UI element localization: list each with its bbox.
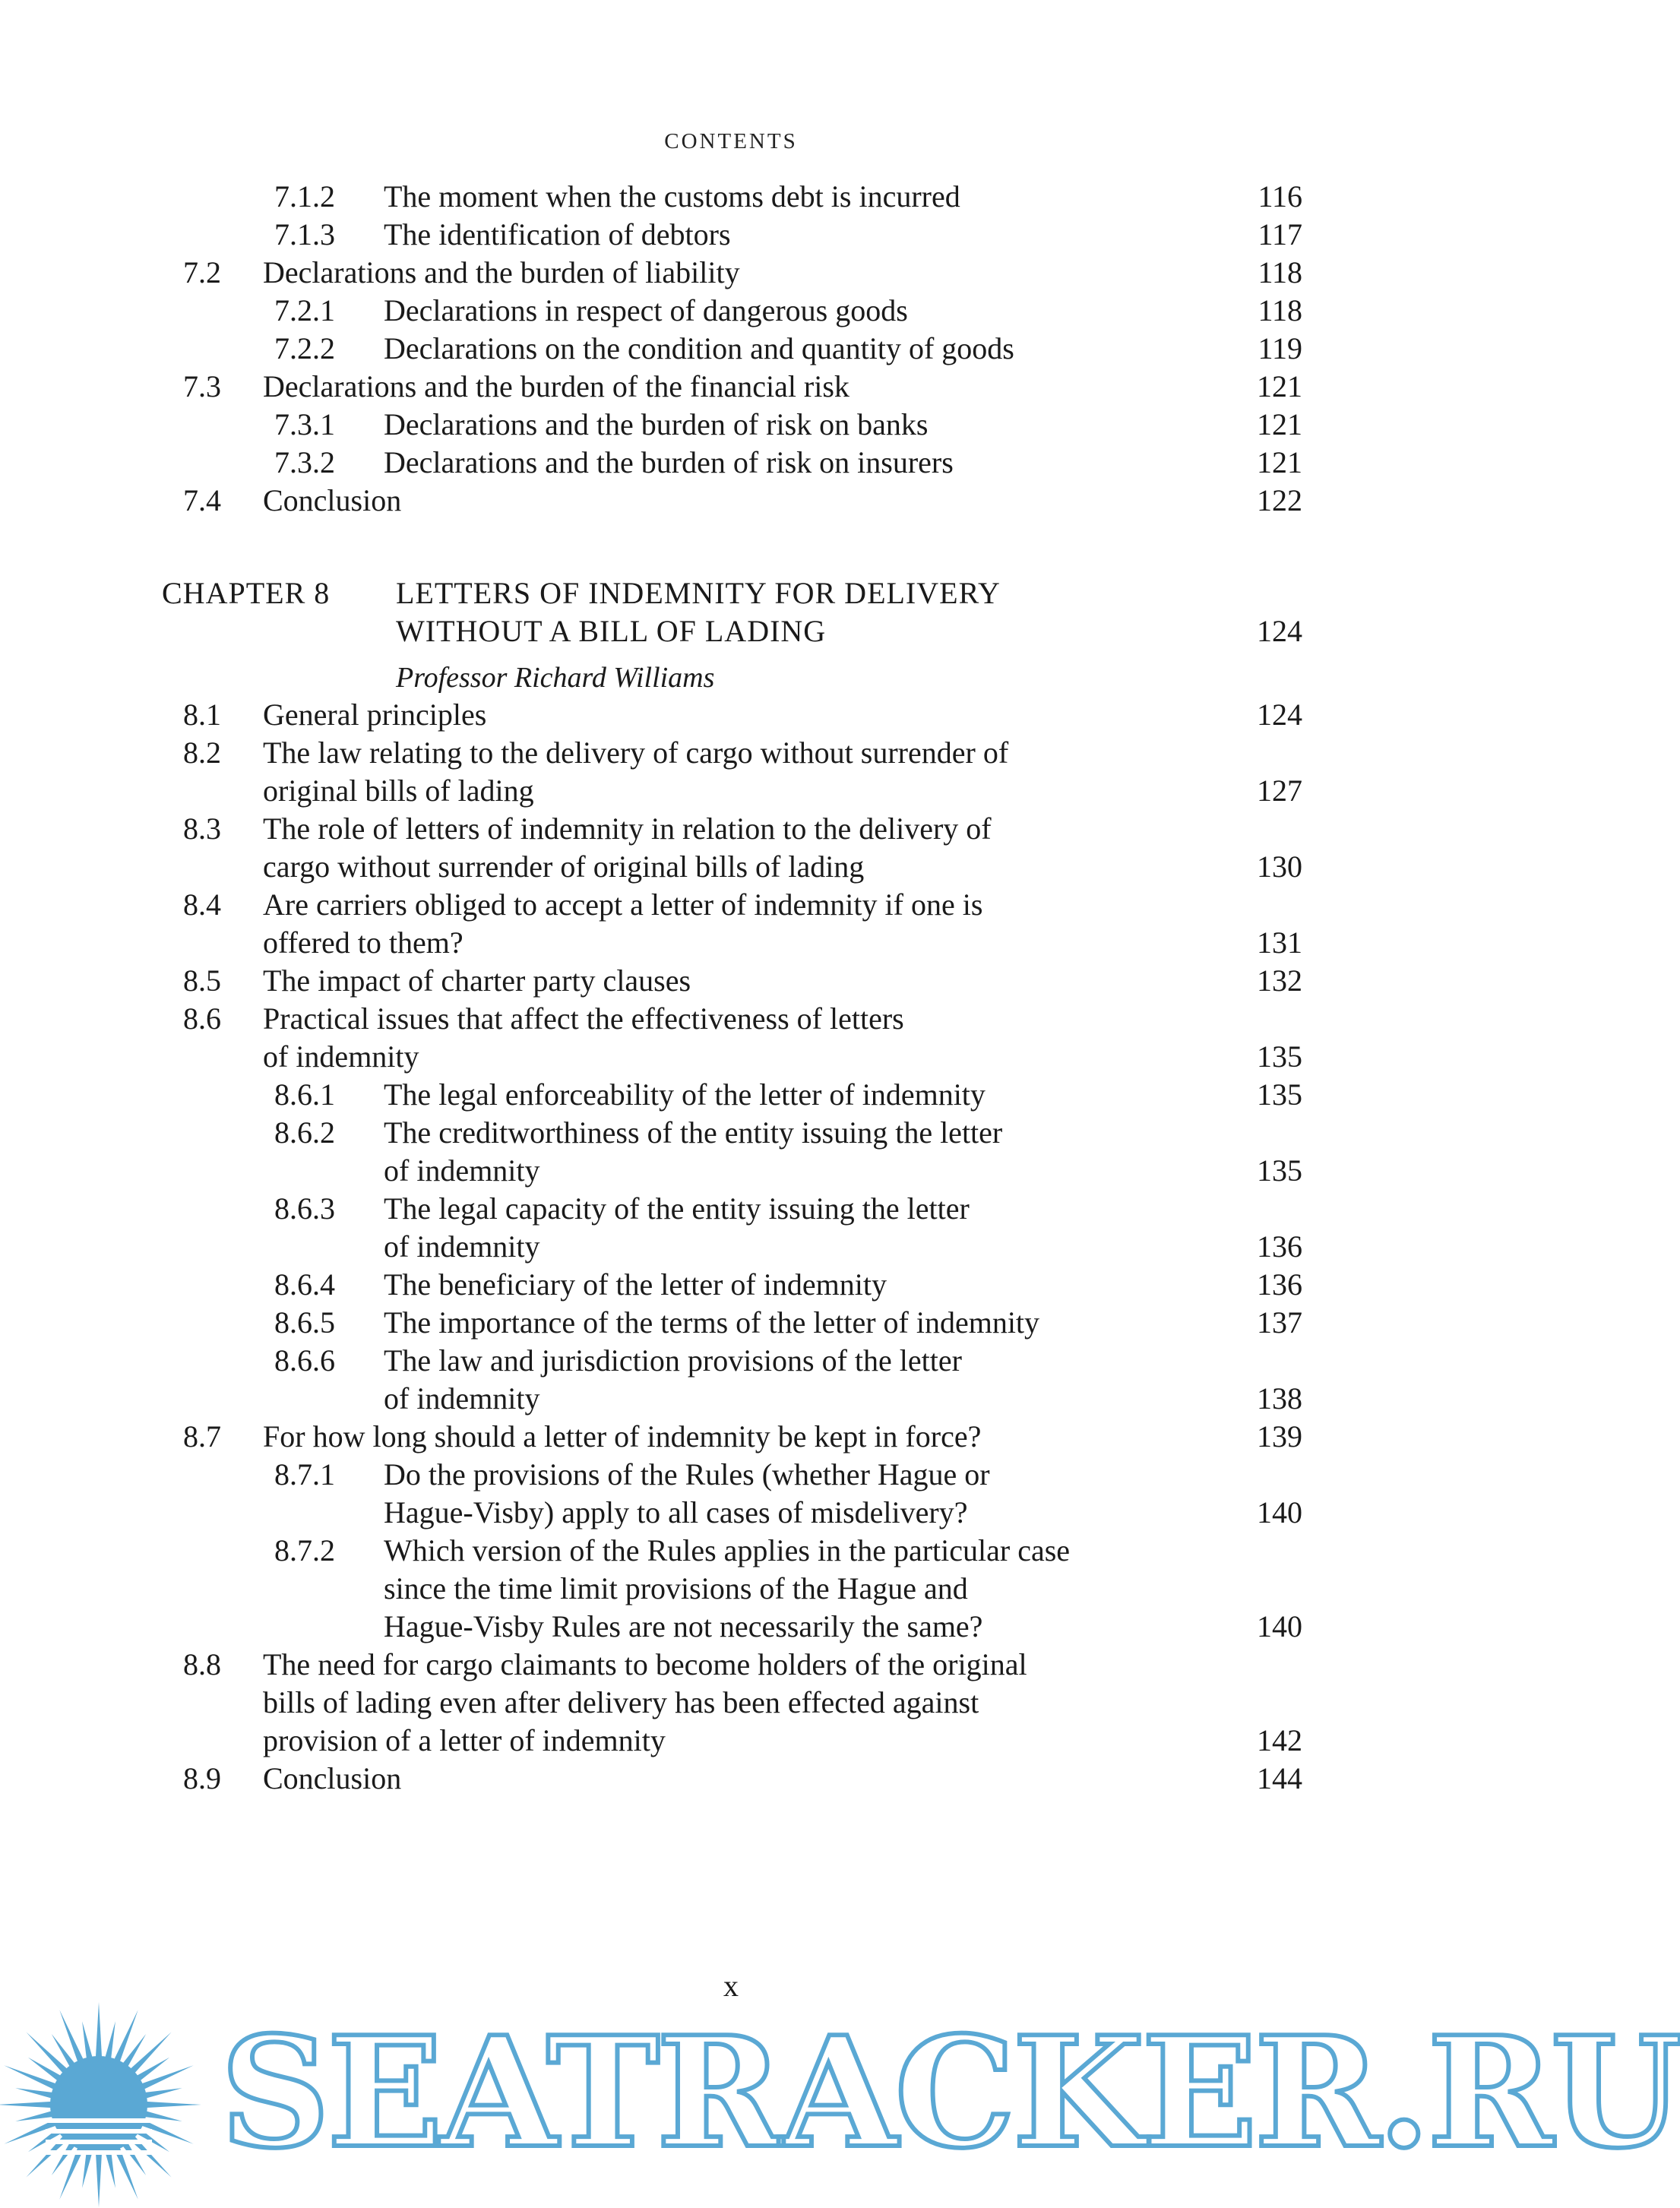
toc-entry-page: 142 xyxy=(1257,1723,1302,1757)
toc-entry-number: 7.3.2 xyxy=(274,445,335,479)
toc-entry-number: 8.2 xyxy=(183,735,221,770)
toc-entry-line xyxy=(0,772,1462,810)
toc-entry-number: 7.2 xyxy=(183,255,221,289)
toc-entry-title: The legal enforceability of the letter of indemnity xyxy=(384,1077,986,1112)
toc-entry-page: 124 xyxy=(1257,698,1302,732)
toc-entry-page: 116 xyxy=(1258,179,1302,214)
toc-entry-title: Hague-Visby) apply to all cases of misdelivery? xyxy=(384,1495,968,1529)
toc-entry-title: Declarations and the burden of risk on insurers xyxy=(384,445,954,479)
toc-entry-number: 7.3.1 xyxy=(274,407,335,441)
toc-entry-page: 137 xyxy=(1257,1305,1302,1340)
toc-entry-line xyxy=(0,1570,1462,1608)
toc-entry-line xyxy=(0,848,1462,886)
toc-entry-page: 131 xyxy=(1257,925,1302,960)
toc-entry-line xyxy=(0,1304,1462,1342)
toc-entry-line xyxy=(0,1684,1462,1722)
toc-entry-line xyxy=(0,444,1462,482)
toc-entry-page: 121 xyxy=(1257,445,1302,479)
toc-entry-number: 7.2.1 xyxy=(274,293,335,327)
chapter-title-line-1: LETTERS OF INDEMNITY FOR DELIVERY xyxy=(396,576,1001,610)
toc-entry-number: 7.2.2 xyxy=(274,331,335,365)
toc-entry-page: 118 xyxy=(1258,255,1302,289)
toc-entry-line xyxy=(0,696,1462,734)
toc-entry-title: The impact of charter party clauses xyxy=(263,963,691,998)
toc-entry-title: Do the provisions of the Rules (whether Hague or xyxy=(384,1457,990,1492)
sun-ray xyxy=(144,2102,201,2108)
toc-entry-number: 7.4 xyxy=(183,483,221,517)
toc-entry-page: 132 xyxy=(1257,963,1302,998)
toc-entry-line xyxy=(0,1114,1462,1152)
toc-entry-title: The moment when the customs debt is incurred xyxy=(384,179,960,214)
toc-entry-line xyxy=(0,1342,1462,1380)
toc-entry-page: 121 xyxy=(1257,369,1302,403)
toc-entry-line xyxy=(0,330,1462,368)
toc-entry-line xyxy=(0,178,1462,216)
toc-entry-number: 8.9 xyxy=(183,1761,221,1795)
sun-disc xyxy=(50,2056,147,2153)
toc-entry-page: 139 xyxy=(1257,1419,1302,1454)
toc-entry-title: Which version of the Rules applies in the particular case xyxy=(384,1533,1071,1567)
toc-entry-number: 8.1 xyxy=(183,698,221,732)
toc-entry-number: 7.1.3 xyxy=(274,217,335,251)
toc-entry-number: 7.3 xyxy=(183,369,221,403)
toc-entry-title: Conclusion xyxy=(263,1761,402,1795)
sun-ray xyxy=(143,2088,182,2099)
toc-entry-title: bills of lading even after delivery has been effected against xyxy=(263,1685,979,1719)
toc-entry-line xyxy=(0,1152,1462,1190)
sun-ray xyxy=(113,2010,138,2064)
toc-entry-line xyxy=(0,1646,1462,1684)
toc-entry-line xyxy=(0,1722,1462,1760)
toc-entry-page: 118 xyxy=(1258,293,1302,327)
toc-entry-number: 7.1.2 xyxy=(274,179,335,214)
sun-ray xyxy=(0,2102,53,2108)
toc-entry-number: 8.7.2 xyxy=(274,1533,335,1567)
toc-entry-line xyxy=(0,1038,1462,1076)
toc-entry-line xyxy=(0,1494,1462,1532)
toc-entry-line xyxy=(0,1228,1462,1266)
toc-entry-page: 135 xyxy=(1257,1077,1302,1112)
toc-entry-number: 8.6.4 xyxy=(274,1267,335,1302)
toc-entry-title: Declarations and the burden of the financial risk xyxy=(263,369,849,403)
toc-entry-page: 136 xyxy=(1257,1267,1302,1302)
toc-entry-title: The need for cargo claimants to become holders of the original xyxy=(263,1647,1027,1681)
sun-ray xyxy=(59,2010,84,2064)
toc-entry-page: 140 xyxy=(1257,1495,1302,1529)
toc-entry-line xyxy=(0,254,1462,292)
toc-entry-number: 8.6.5 xyxy=(274,1305,335,1340)
sun-ray xyxy=(105,2021,115,2061)
toc-entry-title: Conclusion xyxy=(263,483,402,517)
toc-entry-title: The law and jurisdiction provisions of the letter xyxy=(384,1343,962,1378)
toc-entry-title: The legal capacity of the entity issuing the letter xyxy=(384,1191,970,1226)
toc-entry-title: Declarations in respect of dangerous goods xyxy=(384,293,908,327)
sun-stripe xyxy=(46,2129,152,2134)
toc-entry-title: offered to them? xyxy=(263,925,464,960)
toc-entry-line xyxy=(0,734,1462,772)
sun-icon xyxy=(0,2002,201,2207)
toc-entry-line xyxy=(0,368,1462,406)
toc-entry-line xyxy=(0,406,1462,444)
toc-entry-title: For how long should a letter of indemnity be kept in force? xyxy=(263,1419,982,1454)
toc-entry-line xyxy=(0,1380,1462,1418)
toc-entry-number: 8.8 xyxy=(183,1647,221,1681)
toc-entry-number: 8.6 xyxy=(183,1001,221,1036)
toc-entry-title: Are carriers obliged to accept a letter of indemnity if one is xyxy=(263,887,983,922)
toc-entry-line xyxy=(0,1418,1462,1456)
toc-entry-line xyxy=(0,482,1462,520)
sun-ray xyxy=(96,2150,102,2207)
toc-entry-title: The creditworthiness of the entity issuing the letter xyxy=(384,1115,1003,1150)
toc-entry-page: 138 xyxy=(1257,1381,1302,1416)
toc-entry-page: 140 xyxy=(1257,1609,1302,1643)
toc-entry-title: of indemnity xyxy=(384,1153,540,1188)
table-of-contents xyxy=(0,178,1462,1798)
toc-entry-number: 8.6.2 xyxy=(274,1115,335,1150)
sun-ray xyxy=(140,2065,194,2090)
chapter-page-number: 124 xyxy=(1257,614,1302,648)
toc-entry-title: Declarations and the burden of risk on banks xyxy=(384,407,929,441)
toc-entry-page: 119 xyxy=(1258,331,1302,365)
toc-entry-title: The beneficiary of the letter of indemnity xyxy=(384,1267,887,1302)
toc-section-chapter-8 xyxy=(0,696,1462,1798)
toc-entry-page: 121 xyxy=(1257,407,1302,441)
toc-entry-line xyxy=(0,962,1462,1000)
chapter-label: CHAPTER 8 xyxy=(162,576,331,610)
toc-entry-number: 8.7.1 xyxy=(274,1457,335,1492)
toc-entry-number: 8.6.3 xyxy=(274,1191,335,1226)
toc-entry-line xyxy=(0,886,1462,924)
toc-entry-line xyxy=(0,1532,1462,1570)
toc-entry-title: The law relating to the delivery of cargo without surrender of xyxy=(263,735,1009,770)
sun-ray xyxy=(15,2088,55,2099)
toc-entry-title: Practical issues that affect the effectiveness of letters xyxy=(263,1001,904,1036)
toc-entry-page: 135 xyxy=(1257,1153,1302,1188)
toc-entry-number: 8.4 xyxy=(183,887,221,922)
toc-entry-title: Hague-Visby Rules are not necessarily the same? xyxy=(384,1609,983,1643)
toc-entry-line xyxy=(0,216,1462,254)
toc-entry-number: 8.5 xyxy=(183,963,221,998)
sun-ray xyxy=(82,2021,93,2061)
toc-entry-page: 127 xyxy=(1257,773,1302,808)
toc-entry-line xyxy=(0,292,1462,330)
toc-entry-title: of indemnity xyxy=(384,1229,540,1264)
running-head: CONTENTS xyxy=(664,129,798,153)
toc-entry-title: cargo without surrender of original bills of lading xyxy=(263,849,865,884)
toc-entry-page: 130 xyxy=(1257,849,1302,884)
toc-entry-line xyxy=(0,1190,1462,1228)
chapter-author xyxy=(0,650,1462,696)
sun-stripe xyxy=(46,2150,152,2155)
toc-entry-page: 144 xyxy=(1257,1761,1302,1795)
toc-section-chapter-7 xyxy=(0,178,1462,520)
toc-entry-page: 117 xyxy=(1258,217,1302,251)
toc-entry-line xyxy=(0,1760,1462,1798)
toc-entry-title: provision of a letter of indemnity xyxy=(263,1723,666,1757)
toc-entry-line xyxy=(0,1608,1462,1646)
toc-entry-number: 8.6.6 xyxy=(274,1343,335,1378)
toc-entry-title: The importance of the terms of the letter of indemnity xyxy=(384,1305,1040,1340)
sun-ray xyxy=(96,2002,102,2059)
chapter-title-line-2: WITHOUT A BILL OF LADING xyxy=(396,614,827,648)
toc-entry-number: 8.6.1 xyxy=(274,1077,335,1112)
toc-entry-number: 8.7 xyxy=(183,1419,221,1454)
toc-entry-title: The role of letters of indemnity in relation to the delivery of xyxy=(263,811,992,846)
page-folio: x xyxy=(723,1969,739,2003)
toc-entry-title: of indemnity xyxy=(384,1381,540,1416)
sun-ray xyxy=(4,2065,58,2090)
toc-entry-line xyxy=(0,1456,1462,1494)
toc-entry-line xyxy=(0,810,1462,848)
toc-entry-line xyxy=(0,1266,1462,1304)
toc-entry-line xyxy=(0,924,1462,962)
toc-entry-page: 135 xyxy=(1257,1039,1302,1074)
sun-stripe xyxy=(46,2118,152,2123)
toc-entry-title: of indemnity xyxy=(263,1039,419,1074)
toc-entry-title: General principles xyxy=(263,698,487,732)
toc-entry-page: 122 xyxy=(1257,483,1302,517)
toc-entry-title: original bills of lading xyxy=(263,773,534,808)
toc-entry-page: 136 xyxy=(1257,1229,1302,1264)
toc-entry-title: since the time limit provisions of the Hague and xyxy=(384,1571,968,1605)
watermark-text: SEATRACKER.RU xyxy=(220,2004,1680,2182)
toc-entry-number: 8.3 xyxy=(183,811,221,846)
toc-entry-title: Declarations on the condition and quantity of goods xyxy=(384,331,1014,365)
toc-entry-title: Declarations and the burden of liability xyxy=(263,255,740,289)
sun-stripe xyxy=(46,2140,152,2144)
chapter-heading xyxy=(0,574,1462,650)
toc-entry-line xyxy=(0,1076,1462,1114)
toc-entry-title: The identification of debtors xyxy=(384,217,731,251)
chapter-author-name: Professor Richard Williams xyxy=(396,662,715,694)
toc-entry-line xyxy=(0,1000,1462,1038)
